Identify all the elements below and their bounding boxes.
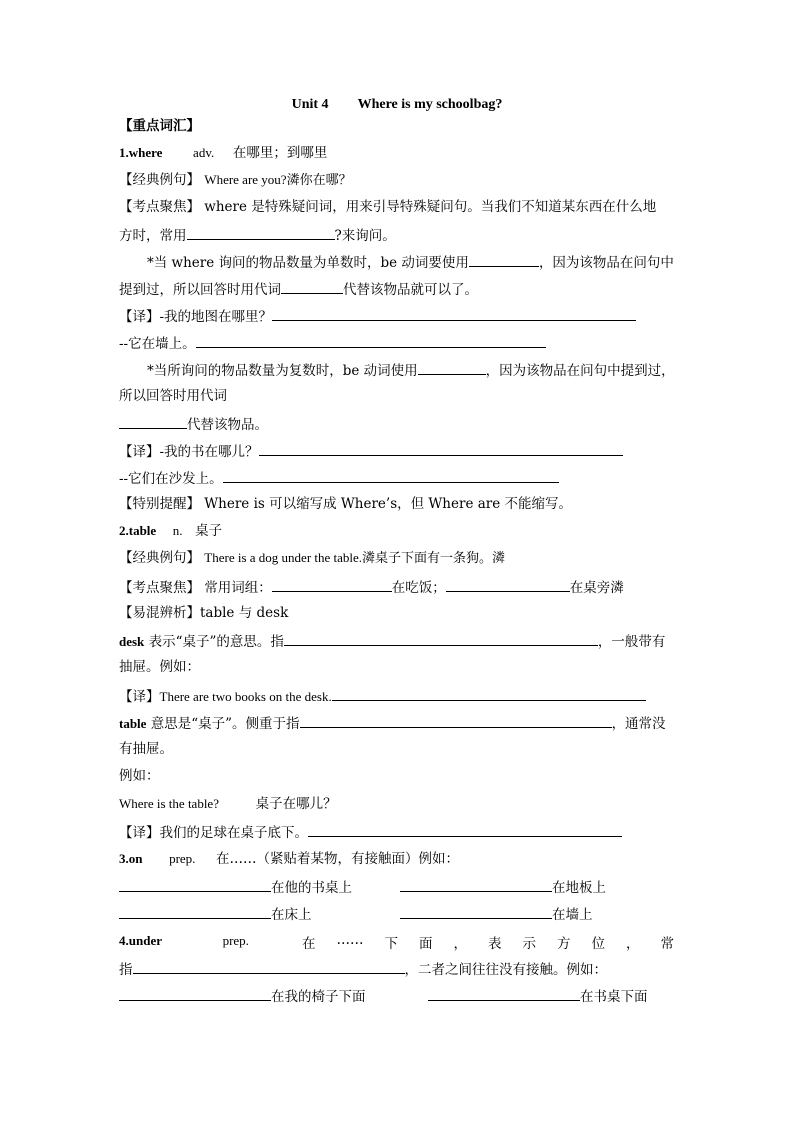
text: 在吃饭；: [391, 580, 446, 596]
fill-blank[interactable]: [446, 577, 570, 592]
text: ，通常没: [611, 716, 666, 732]
text: ，因为该物品在问句中提到过，: [485, 363, 675, 379]
char: 示: [522, 936, 536, 952]
tag-label: 【译】: [119, 444, 160, 460]
word-entry-under: [119, 932, 249, 950]
text: ，二者之间往往没有接触。例如：: [404, 962, 607, 978]
example-text: There is a dog under the table.潾桌子下面有一条狗。潾: [204, 550, 506, 565]
char: ，: [626, 936, 640, 952]
desk-line: [119, 631, 665, 651]
text: 代替该物品。: [187, 417, 268, 433]
text: table 与 desk: [200, 605, 289, 621]
word-head: 1.where: [119, 145, 163, 160]
fill-blank[interactable]: [119, 904, 271, 919]
example-line: [119, 795, 337, 813]
tag-label: 【考点聚焦】: [119, 199, 200, 215]
fill-blank[interactable]: [281, 279, 343, 294]
phrase: 在地板上: [552, 880, 606, 896]
plural-note-2: 所以回答时用代词: [119, 388, 227, 404]
phrase: 在他的书桌上: [271, 880, 352, 896]
phrase: 在床上: [271, 907, 312, 923]
char: 下: [384, 936, 398, 952]
focus-text: where 是特殊疑问词，用来引导特殊疑问句。当我们不知道某东西在什么地: [204, 199, 657, 215]
text: *当所询问的物品数量为复数时，be 动词使用: [147, 363, 418, 379]
char: 方: [557, 936, 571, 952]
tag-label: 【译】: [119, 309, 160, 325]
char: 表: [488, 936, 502, 952]
phrase-row: [400, 904, 593, 924]
phrase-row: [119, 904, 312, 924]
text: 意思是“桌子”。侧重于指: [150, 716, 300, 732]
phrase-row: [400, 877, 606, 897]
plural-note: [147, 360, 675, 380]
fill-blank[interactable]: [418, 360, 486, 375]
part-of-speech: n.: [172, 523, 183, 538]
fill-blank[interactable]: [469, 252, 539, 267]
char: ，: [453, 936, 467, 952]
plural-note-3: [119, 414, 268, 434]
text: There are two books on the desk.: [159, 689, 332, 704]
phrase: 在我的椅子下面: [271, 989, 366, 1005]
tag-label: 【译】: [119, 825, 160, 841]
word-head: 4.under: [119, 933, 162, 948]
confuse-line: [119, 604, 288, 622]
fill-blank[interactable]: [119, 877, 271, 892]
translate-answer: [119, 333, 546, 353]
fill-blank[interactable]: [223, 468, 559, 483]
text: -我的书在哪儿？: [159, 444, 259, 460]
fill-blank[interactable]: [428, 986, 580, 1001]
phrase-row: [119, 877, 352, 897]
char: 常: [660, 936, 674, 952]
fill-blank[interactable]: [400, 877, 552, 892]
text: --它们在沙发上。: [119, 471, 223, 487]
phrase: 在墙上: [552, 907, 593, 923]
translate-line: [119, 686, 646, 706]
translate-line: [119, 441, 623, 461]
under-line-2: [119, 959, 607, 979]
part-of-speech: prep.: [169, 851, 196, 866]
unit-label: Unit 4: [291, 97, 329, 112]
example-line: [119, 549, 505, 567]
text: 在桌旁潾: [569, 580, 624, 596]
word-head: 3.on: [119, 851, 143, 866]
phrase-row: [119, 986, 366, 1006]
word-meaning: 在……（紧贴着某物，有接触面）例如：: [216, 851, 460, 867]
text: ，一般带有: [597, 634, 666, 650]
text: *当 where 询问的物品数量为单数时，be 动词要使用: [147, 255, 469, 271]
unit-topic: Where is my schoolbag?: [357, 97, 503, 112]
page-title: [0, 97, 794, 113]
text: -我的地图在哪里？: [159, 309, 273, 325]
char: 面: [419, 936, 433, 952]
word-meaning: 在哪里；到哪里: [232, 145, 328, 161]
part-of-speech: prep.: [222, 933, 249, 948]
singular-note: [147, 252, 674, 272]
tag-label: 【译】: [119, 689, 160, 705]
example-label: 例如：: [119, 768, 160, 784]
fill-blank[interactable]: [259, 441, 623, 456]
fill-blank[interactable]: [119, 986, 271, 1001]
keyword: table: [119, 716, 147, 731]
char: 在: [302, 936, 316, 952]
fill-blank[interactable]: [272, 306, 636, 321]
fill-blank[interactable]: [196, 333, 546, 348]
fill-blank[interactable]: [332, 686, 646, 701]
fill-blank[interactable]: [272, 577, 392, 592]
section-heading-vocab: 【重点词汇】: [119, 118, 200, 134]
fill-blank[interactable]: [300, 713, 612, 728]
text: 代替该物品就可以了。: [343, 282, 478, 298]
char: ……: [336, 932, 364, 948]
fill-blank[interactable]: [308, 822, 622, 837]
example-line: [119, 171, 352, 189]
focus-line-2: [119, 225, 396, 245]
text: ，因为该物品在问句中: [538, 255, 674, 271]
text: 表示“桌子”的意思。指: [148, 634, 284, 650]
word-head: 2.table: [119, 523, 157, 538]
table-line: [119, 713, 666, 733]
fill-blank[interactable]: [119, 414, 187, 429]
char: 位: [591, 936, 605, 952]
word-entry-on: [119, 850, 459, 868]
translate-answer: [119, 468, 559, 488]
tag-label: 【考点聚焦】: [119, 580, 200, 596]
tip-line: [119, 495, 572, 513]
word-entry-table: [119, 522, 222, 540]
part-of-speech: adv.: [193, 145, 215, 160]
tag-label: 【经典例句】: [119, 172, 200, 188]
fill-blank[interactable]: [400, 904, 552, 919]
example-en: Where is the table?: [119, 796, 219, 811]
translate-line: [119, 822, 622, 842]
text: 我们的足球在桌子底下。: [159, 825, 308, 841]
example-cn: 桌子在哪儿？: [255, 796, 337, 812]
phrase-row: [428, 986, 648, 1006]
text: 提到过，所以回答时用代词: [119, 282, 281, 298]
text: --它在墙上。: [119, 336, 196, 352]
table-line-2: 有抽屉。: [119, 741, 173, 757]
text: 方时，常用: [119, 228, 187, 244]
tag-label: 【经典例句】: [119, 550, 200, 566]
tag-label: 【特别提醒】: [119, 496, 200, 512]
desk-line-2: 抽屉。例如：: [119, 659, 200, 675]
translate-line: [119, 306, 636, 326]
text: 常用词组：: [204, 580, 272, 596]
text: 指: [119, 962, 133, 978]
tip-text: Where is 可以缩写成 Where’s，但 Where are 不能缩写。: [204, 496, 573, 512]
keyword: desk: [119, 634, 145, 649]
focus-line: [119, 577, 624, 597]
singular-note-2: [119, 279, 478, 299]
fill-blank[interactable]: [284, 631, 598, 646]
fill-blank[interactable]: [133, 959, 405, 974]
word-meaning: 桌子: [195, 523, 223, 539]
fill-blank[interactable]: [187, 225, 335, 240]
example-text: Where are you?潾你在哪？: [204, 172, 352, 187]
word-entry-where: [119, 144, 327, 162]
tag-label: 【易混辨析】: [119, 605, 200, 621]
under-spread-text: [302, 932, 674, 952]
text: ?来询问。: [334, 228, 396, 244]
phrase: 在书桌下面: [580, 989, 648, 1005]
focus-line: [119, 198, 656, 216]
